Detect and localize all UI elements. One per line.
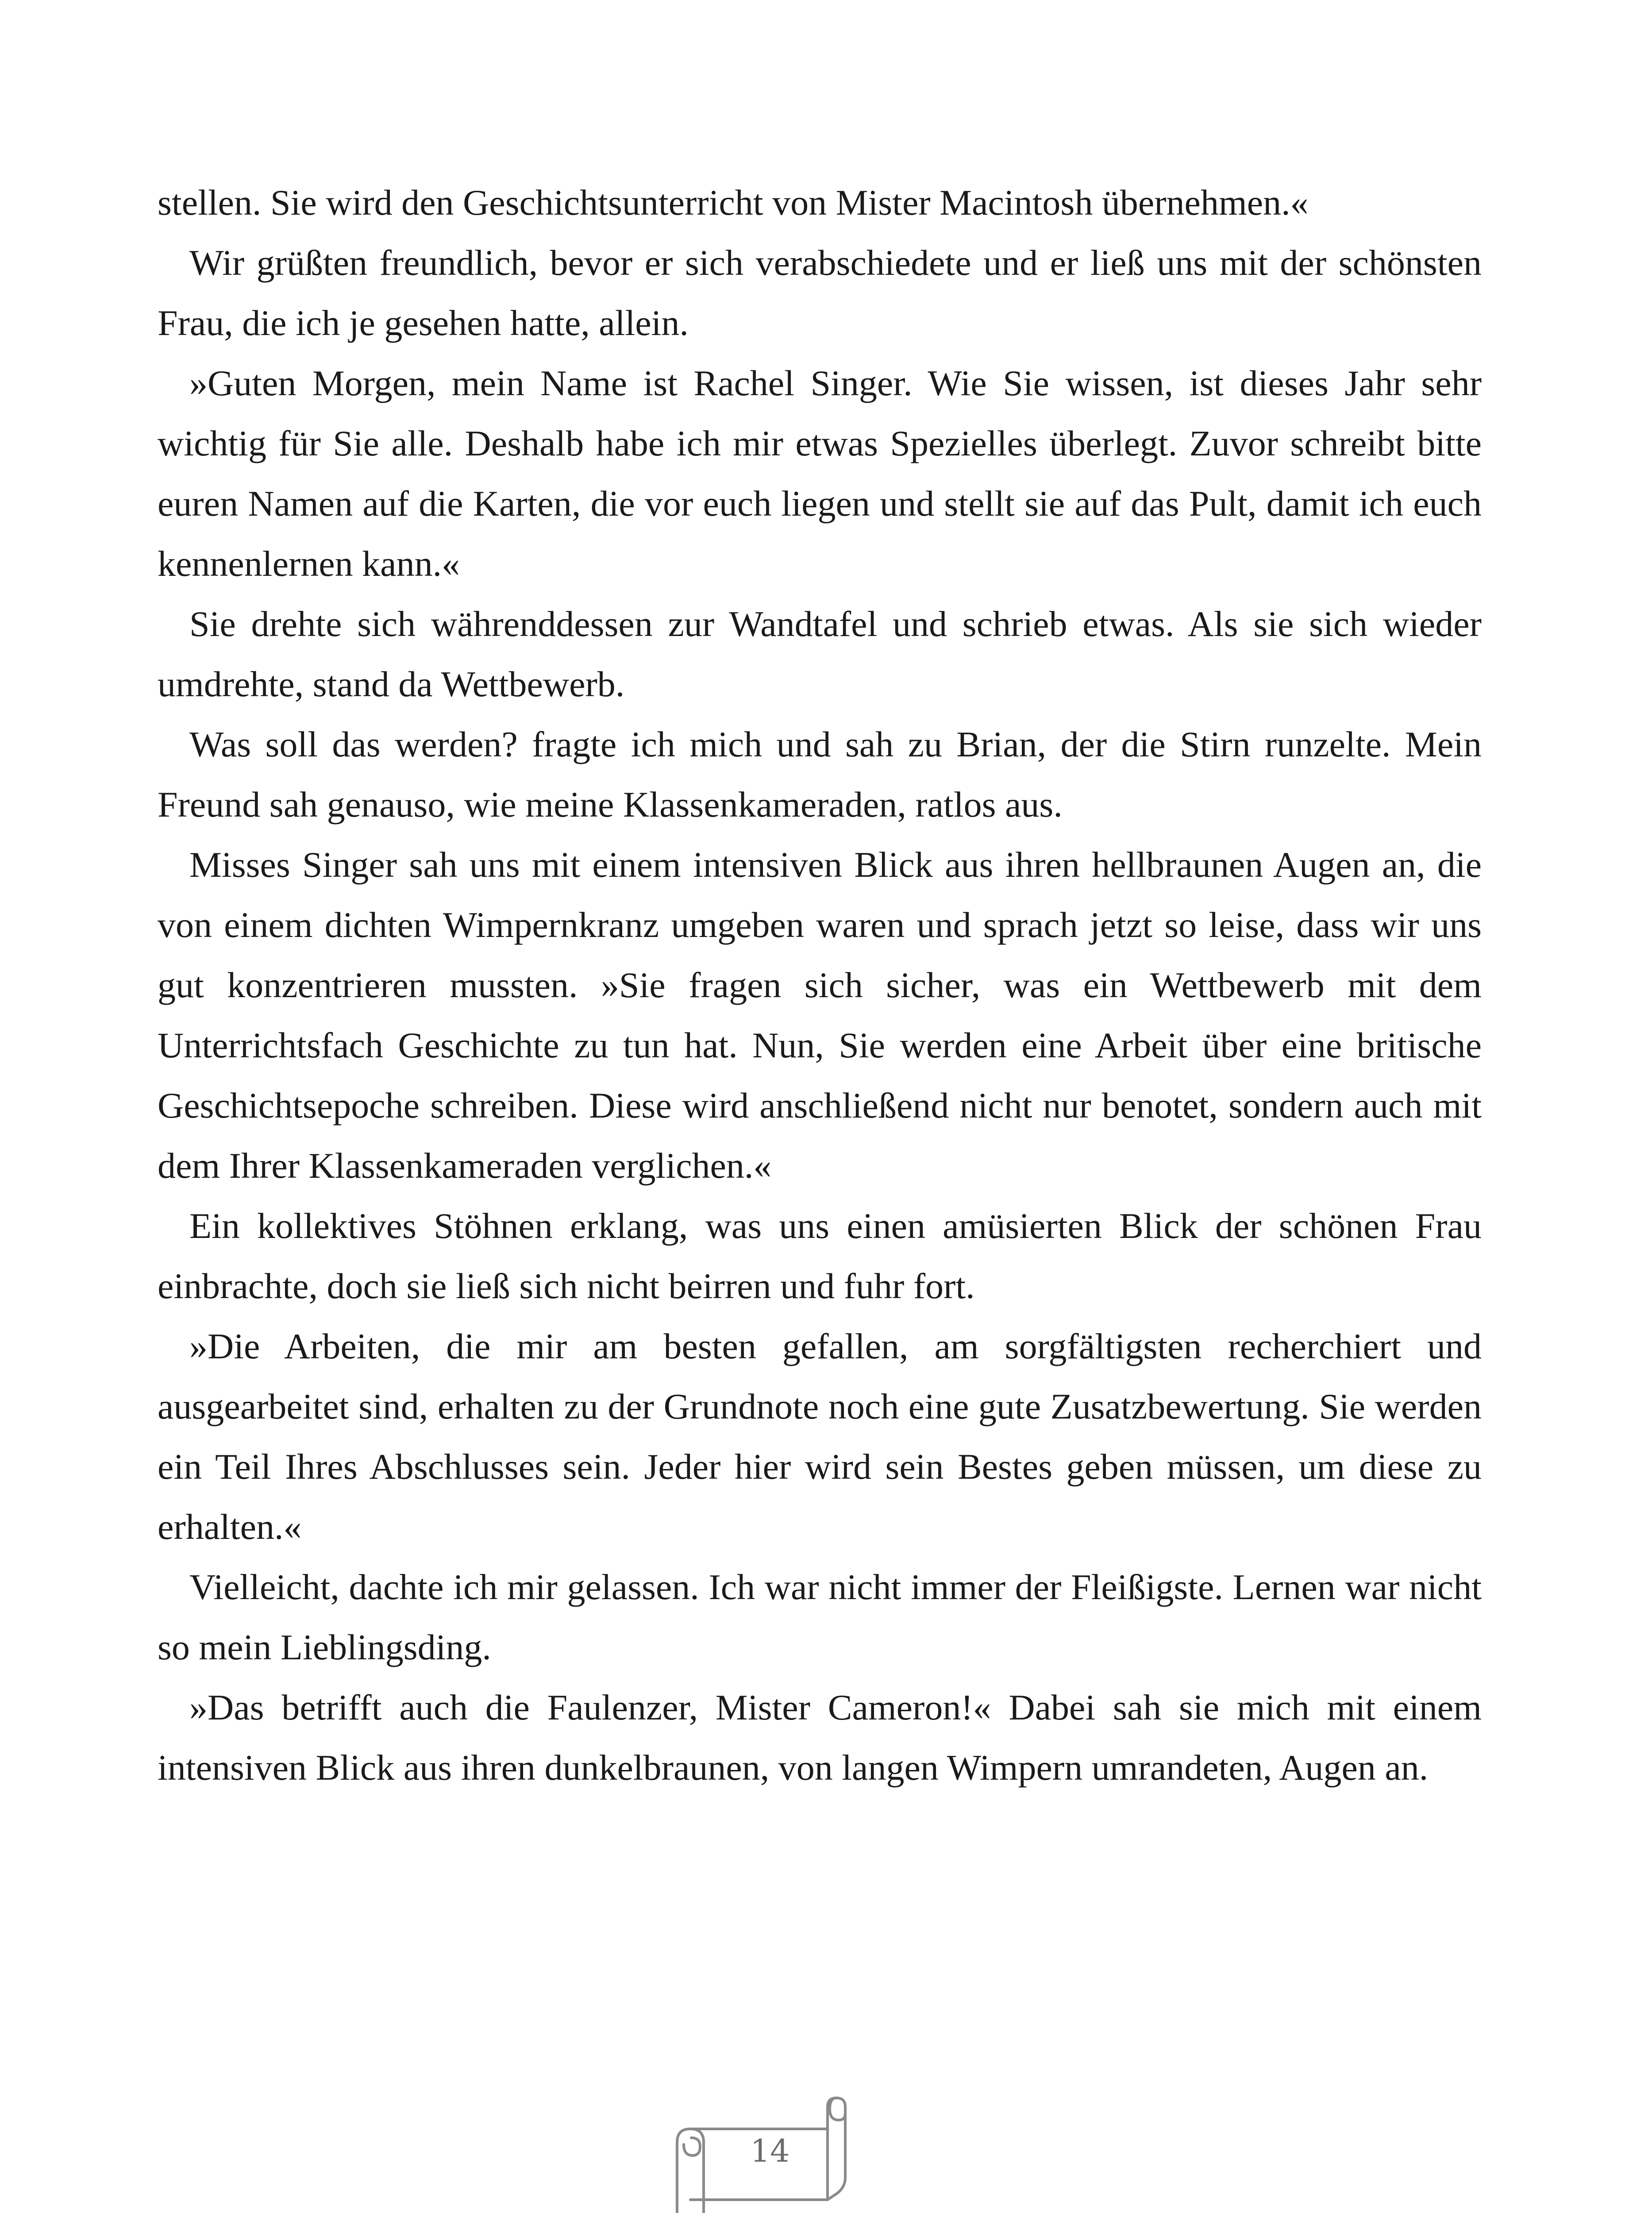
paragraph: stellen. Sie wird den Geschichtsunterricht von Mister Macintosh übernehmen.« (158, 182, 1309, 223)
paragraph: »Die Arbeiten, die mir am besten gefallen, am sorgfältigsten recherchiert und ausgearbeitet sind, erhalten zu der Grundnote noch eine gute Zusatzbewertung. Sie werden ein Teil Ihres Abschlusses sein. Jeder hier wird sein Bestes geben müssen, um diese zu erhalten.« (158, 1326, 1482, 1547)
paragraph: Misses Singer sah uns mit einem intensiven Blick aus ihren hellbraunen Augen an, die von einem dichten Wimpernkranz umgeben waren und sprach jetzt so leise, dass wir uns gut konzentrieren mussten. »Sie fragen sich sicher, was ein Wettbewerb mit dem Unterrichtsfach Geschichte zu tun hat. Nun, Sie werden eine Arbeit über eine britische Geschichtsepoche schreiben. Diese wird anschließend nicht nur benotet, sondern auch mit dem Ihrer Klassenkameraden verglichen.« (158, 844, 1482, 1186)
paragraph: Sie drehte sich währenddessen zur Wandtafel und schrieb etwas. Als sie sich wieder umdrehte, stand da Wettbewerb. (158, 604, 1482, 704)
paragraph: Vielleicht, dachte ich mir gelassen. Ich war nicht immer der Fleißigste. Lernen war nicht so mein Lieblingsding. (158, 1567, 1482, 1667)
paragraph: »Das betrifft auch die Faulenzer, Mister Cameron!« Dabei sah sie mich mit einem intensiven Blick aus ihren dunkelbraunen, von langen Wimpern umrandeten, Augen an. (158, 1687, 1482, 1788)
paragraph: Wir grüßten freundlich, bevor er sich verabschiedete und er ließ uns mit der schönsten Frau, die ich je gesehen hatte, allein. (158, 243, 1482, 343)
paragraph: Was soll das werden? fragte ich mich und sah zu Brian, der die Stirn runzelte. Mein Freund sah genauso, wie meine Klassenkameraden, ratlos aus. (158, 724, 1482, 825)
body-text (158, 173, 1482, 1798)
page-number: 14 (750, 2133, 790, 2169)
paragraph: »Guten Morgen, mein Name ist Rachel Singer. Wie Sie wissen, ist dieses Jahr sehr wichtig für Sie alle. Deshalb habe ich mir etwas Spezielles überlegt. Zuvor schreibt bitte euren Namen auf die Karten, die vor euch liegen und stellt sie auf das Pult, damit ich euch kennenlernen kann.« (158, 363, 1482, 584)
paragraph: Ein kollektives Stöhnen erklang, was uns einen amüsierten Blick der schönen Frau einbrachte, doch sie ließ sich nicht beirren und fuhr fort. (158, 1206, 1482, 1306)
page-number-ornament (659, 2089, 872, 2213)
